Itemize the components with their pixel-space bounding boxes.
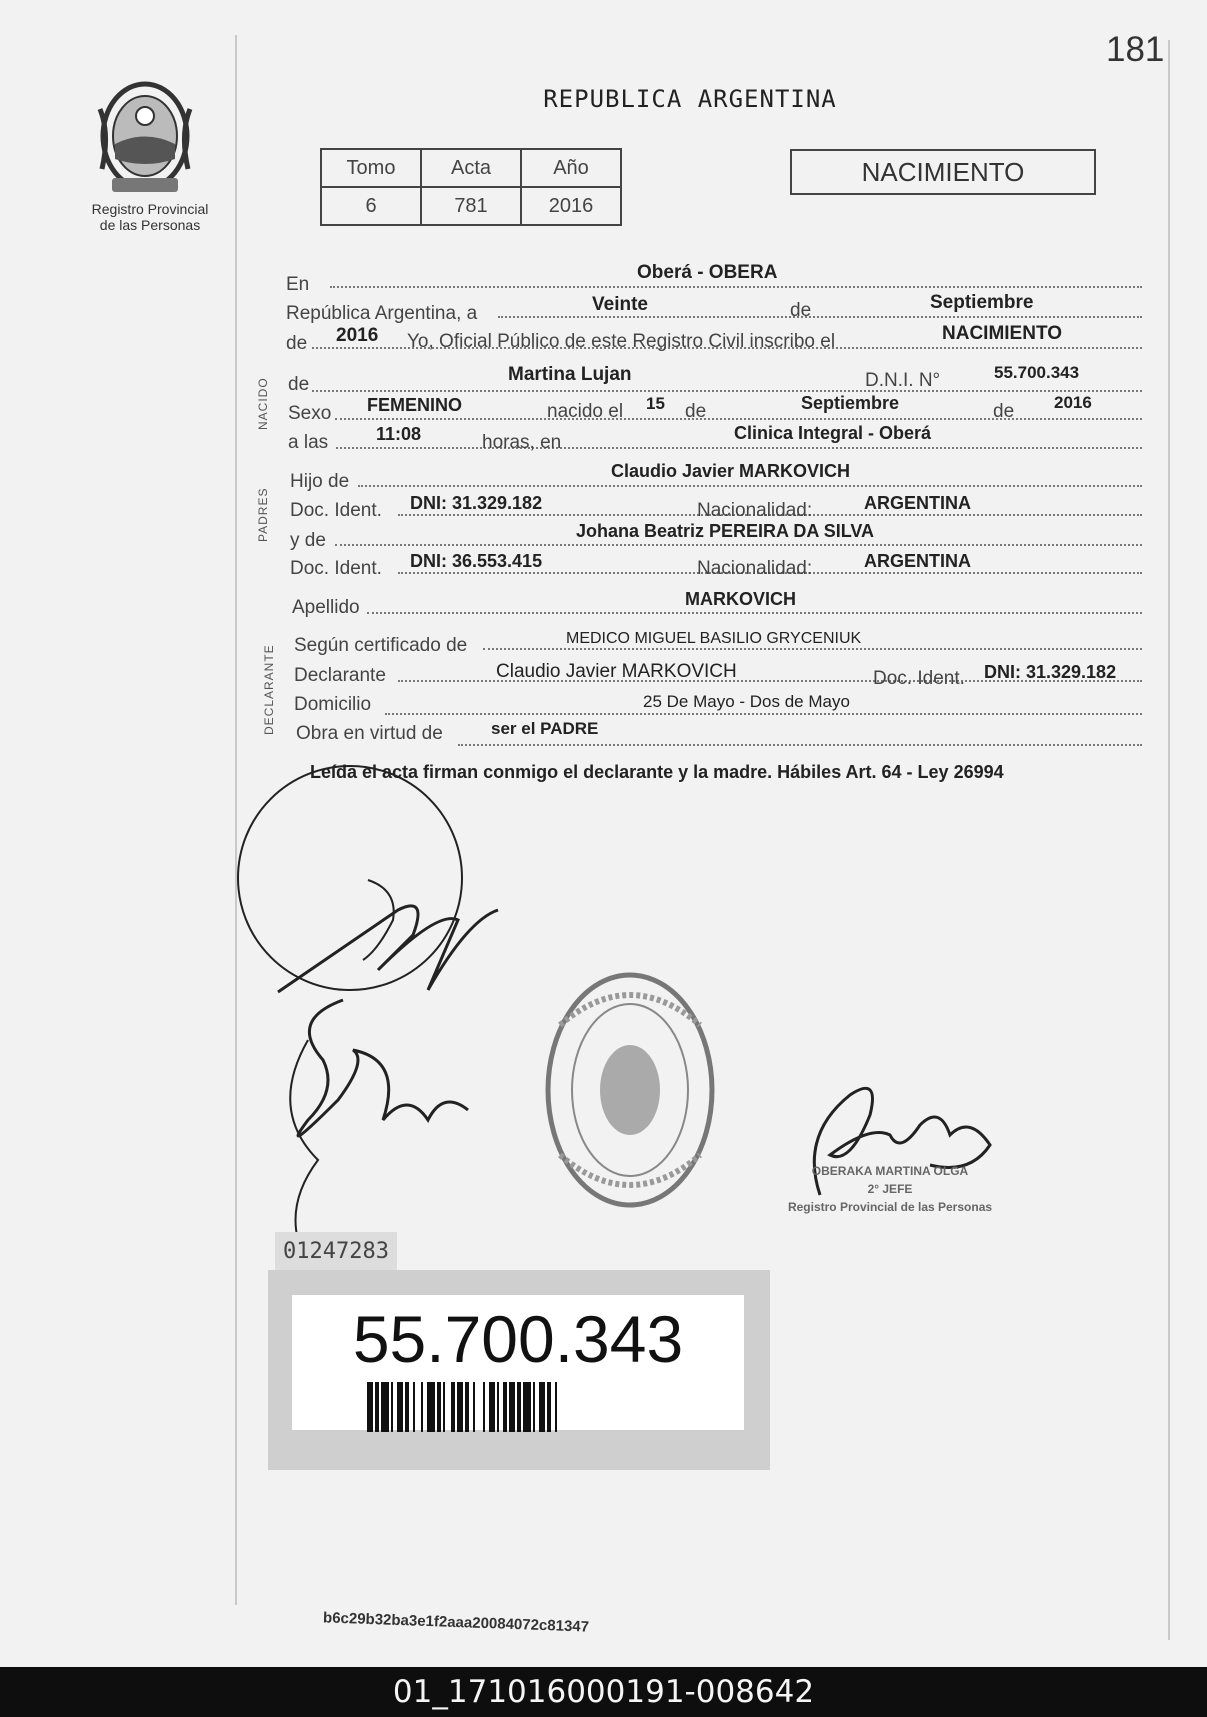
label-yo: Yo, Oficial Público de este Registro Civil inscribo el: [407, 331, 836, 352]
value-padre-nac: ARGENTINA: [864, 493, 971, 513]
value-apellido: MARKOVICH: [685, 589, 796, 609]
scan-id-footer: 01_171016000191-008642: [0, 1667, 1207, 1717]
dotted-line: [336, 447, 1142, 449]
value-padre: Claudio Javier MARKOVICH: [611, 461, 851, 481]
barcode-bar: [523, 1382, 531, 1432]
side-label-declarante: DECLARANTE: [262, 644, 276, 735]
label-doc-madre: Doc. Ident.: [290, 558, 382, 579]
dotted-line: [367, 612, 1142, 614]
value-nac-mes: Septiembre: [801, 393, 900, 413]
value-mes: Septiembre: [930, 292, 1034, 313]
label-horas-en: horas, en: [482, 432, 562, 453]
header-tomo: Tomo: [321, 149, 421, 187]
label-apellido: Apellido: [292, 597, 360, 618]
value-inscribe: NACIMIENTO: [942, 323, 1062, 344]
crest-caption-line1: Registro Provincial: [91, 201, 209, 217]
barcode-icon: [367, 1382, 563, 1432]
document-title: REPUBLICA ARGENTINA: [543, 85, 837, 113]
official-seal-icon: [540, 965, 720, 1215]
value-dia: Veinte: [592, 294, 648, 315]
barcode-bar: [557, 1382, 563, 1432]
barcode-bar: [475, 1382, 483, 1432]
crest-caption: [70, 201, 230, 233]
value-sexo: FEMENINO: [367, 395, 463, 415]
label-hijo-de: Hijo de: [290, 471, 350, 492]
label-de-mes: de: [790, 300, 812, 321]
label-y-de: y de: [290, 530, 326, 551]
label-sexo: Sexo: [288, 403, 332, 424]
label-doc-padre: Doc. Ident.: [290, 500, 382, 521]
value-nombre: Martina Lujan: [508, 364, 632, 385]
label-segun-cert: Según certificado de: [294, 635, 468, 656]
dotted-line: [312, 390, 1142, 392]
label-obra: Obra en virtud de: [296, 723, 443, 744]
label-de-nac-mes: de: [685, 401, 707, 422]
barcode-bar: [381, 1382, 389, 1432]
dotted-line: [358, 485, 1142, 487]
value-nac-dia: 15: [646, 394, 665, 413]
stamp-line3: Registro Provincial de las Personas: [787, 1200, 993, 1214]
stamp-line1: OBERAKA MARTINA OLGA: [811, 1164, 969, 1178]
signature-scribbles-icon: [228, 760, 508, 1240]
dotted-line: [483, 648, 1142, 650]
label-republica: República Argentina, a: [286, 303, 478, 324]
dotted-line: [498, 316, 1142, 318]
value-domicilio: 25 De Mayo - Dos de Mayo: [643, 692, 850, 711]
value-declarante-doc: DNI: 31.329.182: [984, 662, 1117, 682]
dotted-line: [458, 744, 1142, 746]
value-hora: 11:08: [376, 424, 422, 444]
side-label-padres: PADRES: [256, 487, 270, 542]
header-anio: Año: [521, 149, 621, 187]
value-anio: 2016: [521, 187, 621, 225]
dni-sticker-inner: [292, 1295, 744, 1430]
right-margin-line: [1168, 40, 1170, 1640]
value-madre-doc: DNI: 36.553.415: [410, 551, 543, 571]
value-anio: 2016: [336, 325, 379, 346]
label-nacido-el: nacido el: [547, 401, 624, 422]
label-de-anio: de: [286, 333, 308, 354]
record-type-box: NACIMIENTO: [790, 149, 1096, 195]
value-nac-anio: 2016: [1054, 393, 1092, 412]
value-tomo: 6: [321, 187, 421, 225]
label-en: En: [286, 274, 310, 295]
official-stamp: [765, 1162, 1015, 1216]
record-reference-table: [320, 148, 622, 226]
header-acta: Acta: [421, 149, 521, 187]
stamp-line2: 2° JEFE: [867, 1182, 913, 1196]
dotted-line: [385, 713, 1142, 715]
side-label-nacido: NACIDO: [256, 377, 270, 430]
provincial-crest-icon: [90, 74, 200, 204]
label-domicilio: Domicilio: [294, 694, 372, 715]
value-certificado: MEDICO MIGUEL BASILIO GRYCENIUK: [566, 630, 862, 647]
value-acta: 781: [421, 187, 521, 225]
value-madre-nac: ARGENTINA: [864, 551, 971, 571]
label-dni: D.N.I. N°: [865, 370, 941, 391]
value-obra: ser el PADRE: [491, 719, 599, 738]
value-dni: 55.700.343: [994, 363, 1080, 382]
label-de-nombre: de: [288, 374, 310, 395]
dni-sticker: [268, 1270, 770, 1470]
barcode-bar: [427, 1382, 435, 1432]
label-declarante: Declarante: [294, 665, 386, 686]
value-madre: Johana Beatriz PEREIRA DA SILVA: [576, 521, 875, 541]
crest-caption-line2: de las Personas: [99, 217, 201, 233]
document-hash: b6c29b32ba3e1f2aaa20084072c81347: [322, 1609, 590, 1636]
label-doc-declarante: Doc. Ident.: [873, 668, 965, 689]
page-number: 181: [1106, 30, 1165, 69]
value-padre-doc: DNI: 31.329.182: [410, 493, 543, 513]
label-nac-padre: Nacionalidad:: [697, 500, 813, 521]
value-declarante: Claudio Javier MARKOVICH: [496, 661, 737, 682]
dotted-line: [335, 418, 1142, 420]
dotted-line: [330, 286, 1142, 288]
serial-number-label: 01247283: [275, 1232, 397, 1272]
closing-statement: Leída el acta firman conmigo el declarante y la madre. Hábiles Art. 64 - Ley 26994: [310, 762, 1004, 782]
label-de-nac-anio: de: [993, 401, 1015, 422]
value-lugar: Oberá - OBERA: [637, 262, 778, 283]
value-lugar-nac: Clinica Integral - Oberá: [734, 423, 932, 443]
label-nac-madre: Nacionalidad:: [697, 558, 813, 579]
dni-sticker-number: 55.700.343: [352, 1302, 684, 1376]
dotted-line: [335, 544, 1142, 546]
label-a-las: a las: [288, 432, 329, 453]
